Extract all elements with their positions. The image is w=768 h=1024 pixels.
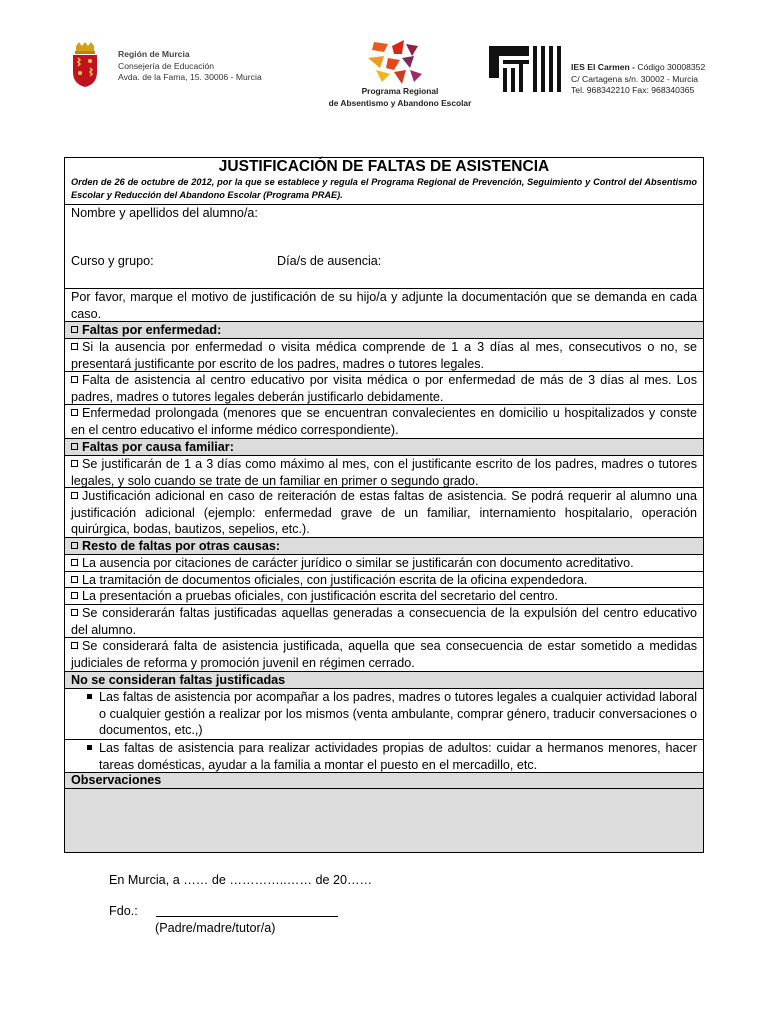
other-option-4-text [71, 605, 697, 638]
section-not-justified-title: No se consideran faltas justificadas [71, 673, 286, 687]
school-name-code [571, 62, 705, 74]
ies-el-carmen-logo [489, 46, 563, 92]
place-date-line[interactable]: En Murcia, a …… de …………..…… de 20…… [109, 873, 373, 887]
option-text: La ausencia por citaciones de carácter jurídico o similar se justificarán con documento acreditativo. [82, 556, 634, 570]
legal-reference: Orden de 26 de octubre de 2012, por la que se establece y regula el Programa Regional de Prevención, Seguimiento y Control del Absentismo Escolar y Reducción del Abandono Escolar (Programa PRAE). [71, 177, 697, 200]
checkbox-icon [71, 542, 78, 549]
family-option-1-text [71, 456, 697, 489]
option-text: La tramitación de documentos oficiales, con justificación escrita de la oficina expendedora. [82, 573, 588, 587]
school-phone-fax: Tel. 968342210 Fax: 968340365 [571, 85, 695, 96]
family-option-2-text [71, 488, 697, 538]
option-text: La presentación a pruebas oficiales, con justificación escrita del secretario del centro. [82, 589, 559, 603]
list-item [87, 689, 697, 739]
program-name [300, 86, 500, 109]
section-illness-title: Faltas por enfermedad: [71, 322, 221, 338]
option-text: Si la ausencia por enfermedad o visita médica comprende de 1 a 3 días al mes, consecutivos o no, se presentará justificante por escrito de los padres, madres o tutores legales. [71, 340, 697, 371]
not-justified-item-2 [65, 740, 703, 773]
checkbox-icon[interactable] [71, 592, 78, 599]
list-item-text: Las faltas de asistencia para realizar actividades propias de adultos: cuidar a hermanos menores, hacer tareas domésticas, ayudar a la familia a montar el puesto en el mercadillo, etc. [99, 741, 697, 772]
illness-option-3[interactable] [65, 405, 703, 439]
other-option-1-text [71, 555, 697, 572]
other-option-3[interactable] [65, 588, 703, 605]
section-family [65, 439, 703, 456]
not-justified-list-2 [87, 740, 697, 773]
family-option-2[interactable] [65, 488, 703, 538]
checkbox-icon [71, 326, 78, 333]
school-address: C/ Cartagena s/n. 30002 - Murcia [571, 73, 699, 84]
school-name: IES El Carmen - [571, 62, 635, 72]
other-option-5[interactable] [65, 638, 703, 672]
option-text: Se justificarán de 1 a 3 días como máximo al mes, con el justificante escrito de los padres, madres o tutores legales, y solo cuando se trate de un familiar en primer o segundo grado. [71, 457, 697, 488]
checkbox-icon[interactable] [71, 343, 78, 350]
letterhead [0, 0, 768, 130]
section-illness [65, 322, 703, 339]
program-name-line1: Programa Regional [361, 86, 439, 96]
illness-option-2[interactable] [65, 372, 703, 405]
illness-option-3-text [71, 405, 697, 438]
region-murcia-crest-logo [70, 42, 100, 88]
region-address [118, 49, 262, 84]
checkbox-icon[interactable] [71, 376, 78, 383]
absence-days-label: Día/s de ausencia: [277, 254, 382, 268]
illness-option-1[interactable] [65, 339, 703, 372]
signature-line[interactable] [156, 916, 338, 917]
bullet-icon [87, 745, 92, 750]
illness-option-1-text [71, 339, 697, 372]
list-item [87, 740, 697, 773]
illness-option-2-text [71, 372, 697, 405]
checkbox-icon[interactable] [71, 492, 78, 499]
other-option-5-text [71, 638, 697, 671]
checkbox-icon[interactable] [71, 460, 78, 467]
family-option-1[interactable] [65, 456, 703, 488]
school-contact [571, 62, 705, 97]
student-details-row[interactable] [65, 205, 703, 289]
section-other [65, 538, 703, 555]
checkbox-icon[interactable] [71, 576, 78, 583]
student-name-label: Nombre y apellidos del alumno/a: [71, 206, 258, 220]
section-other-label: Resto de faltas por otras causas: [82, 539, 281, 553]
section-not-justified [65, 672, 703, 689]
program-name-line2: de Absentismo y Abandono Escolar [328, 97, 472, 108]
section-family-label: Faltas por causa familiar [82, 440, 230, 454]
other-option-4[interactable] [65, 605, 703, 638]
section-observations [65, 773, 703, 789]
region-name: Región de Murcia [118, 49, 190, 59]
checkbox-icon[interactable] [71, 642, 78, 649]
not-justified-list-1 [87, 689, 697, 739]
observations-field[interactable] [65, 789, 703, 852]
option-text: Se considerará falta de asistencia justificada, aquella que sea consecuencia de estar sometido a medidas judiciales de reforma y promoción juvenil en régimen cerrado. [71, 639, 697, 670]
justification-form [64, 157, 704, 853]
checkbox-icon[interactable] [71, 559, 78, 566]
bullet-icon [87, 694, 92, 699]
section-other-title [71, 538, 280, 554]
not-justified-item-1 [65, 689, 703, 740]
form-title-row [65, 158, 703, 205]
section-observations-title: Observaciones [71, 773, 162, 787]
other-option-1[interactable] [65, 555, 703, 572]
option-text: Justificación adicional en caso de reiteración de estas faltas de asistencia. Se podrá requerir al alumno una justificación adicional (ejemplo: enfermedad grave de un familiar, internamiento hospitalario, operación quirúrgica, bodas, bautizos, sepelios, etc.). [71, 489, 697, 536]
department-name: Consejería de Educación [118, 60, 215, 71]
option-text: Se considerarán faltas justificadas aquellas generadas a consecuencia de la expulsión del centro educativo del alumno. [71, 606, 697, 637]
school-code: Código 30008352 [635, 62, 706, 72]
option-text: Enfermedad prolongada (menores que se encuentran convalecientes en domicilio u hospitalizados y conste en el centro educativo el informe médico correspondiente). [71, 406, 697, 437]
section-family-title: Faltas por causa familiar: [71, 439, 234, 455]
checkbox-icon [71, 443, 78, 450]
option-text: Falta de asistencia al centro educativo por visita médica o por enfermedad de más de 3 días al mes. Los padres, madres o tutores legales deberán justificarlo debidamente. [71, 373, 697, 404]
checkbox-icon[interactable] [71, 609, 78, 616]
instructions-text: Por favor, marque el motivo de justificación de su hijo/a y adjunte la documentación que se demanda en cada caso. [71, 290, 697, 321]
checkbox-icon[interactable] [71, 409, 78, 416]
instructions-row [65, 289, 703, 322]
absenteeism-program-logo [366, 40, 438, 86]
section-illness-label: Faltas por enfermedad [82, 323, 218, 337]
signer-role: (Padre/madre/tutor/a) [155, 921, 276, 935]
course-group-label: Curso y grupo: [71, 254, 154, 268]
list-item-text: Las faltas de asistencia por acompañar a los padres, madres o tutores legales a cualquier actividad laboral o cualquier gestión a realizar por los mismos (venta ambulante, comprar género, traducir conversaciones o documentos, etc.,) [99, 690, 697, 737]
other-option-2[interactable] [65, 572, 703, 588]
other-option-3-text [71, 588, 697, 605]
signature-label: Fdo.: [109, 904, 138, 918]
other-option-2-text [71, 572, 697, 589]
form-title: JUSTIFICACIÓN DE FALTAS DE ASISTENCIA [218, 158, 550, 175]
region-street-address: Avda. de la Fama, 15. 30006 - Murcia [118, 72, 262, 83]
